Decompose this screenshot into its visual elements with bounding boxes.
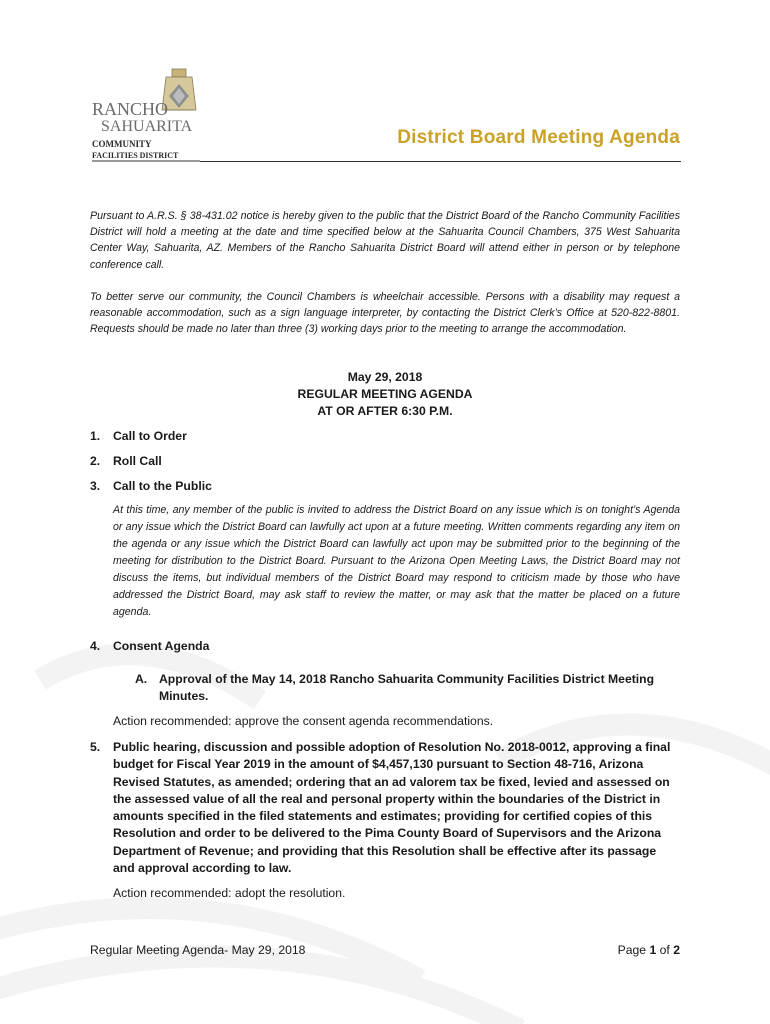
agenda-item-5 bbox=[90, 739, 680, 877]
page-of: of bbox=[659, 943, 670, 957]
agenda-item-number: 2. bbox=[90, 454, 101, 468]
footer-title: Regular Meeting Agenda- May 29, 2018 bbox=[90, 943, 306, 957]
agenda-item-label: Public hearing, discussion and possible adoption of Resolution No. 2018-0012, approving a final budget for Fiscal Year 2019 in the amount of $4,457,130 pursuant to Section 48-716, Arizona Revised Statutes, as amended; ordering that an ad valorem tax be fixed, levied and assessed on the assessed value of all the real and personal property within the boundaries of the District in amounts specified in the filed statements and estimates; providing for certified copies of this Resolution and order to be delivered to the Pima County Board of Supervisors and the Arizona Department of Revenue; and providing that this Resolution shall be effective after its passage and approval according to law. bbox=[113, 740, 671, 876]
agenda-item-2 bbox=[90, 453, 162, 470]
header-rule bbox=[200, 161, 681, 162]
rancho-sahuarita-logo bbox=[88, 60, 203, 164]
page-current: 1 bbox=[649, 943, 657, 957]
agenda-item-label: Call to Order bbox=[113, 429, 187, 443]
page-total: 2 bbox=[673, 943, 680, 957]
agenda-item-label: Consent Agenda bbox=[113, 639, 210, 653]
consent-action-recommended: Action recommended: approve the consent agenda recommendations. bbox=[113, 714, 494, 728]
agenda-item-number: 4. bbox=[90, 639, 101, 653]
logo-text-rancho: RANCHO bbox=[92, 99, 169, 119]
consent-item-letter: A. bbox=[135, 672, 148, 686]
agenda-item-number: 1. bbox=[90, 429, 101, 443]
logo-text-sahuarita: SAHUARITA bbox=[101, 118, 193, 135]
agenda-item-number: 5. bbox=[90, 740, 101, 754]
notice-paragraph-2: To better serve our community, the Council Chambers is wheelchair accessible. Persons with a disability may request a reasonable accommodation, such as a sign language interpreter, by contacting the District Clerk’s Office at 520-822-8801. Requests should be made no later than three (3) working days prior to the meeting to arrange the accommodation. bbox=[90, 291, 680, 336]
agenda-item-label: Call to the Public bbox=[113, 479, 212, 493]
consent-item-label: Approval of the May 14, 2018 Rancho Sahuarita Community Facilities District Meeting Minutes. bbox=[159, 672, 655, 703]
call-to-public-text: At this time, any member of the public is invited to address the District Board on any issue which is on tonight’s Agenda or any issue which the District Board can lawfully act upon at a future meeting. Written comments regarding any item on the agenda or any issue which the District Board can lawfully act upon may be submitted prior to the beginning of the meeting for distribution to the District Board. Pursuant to the Arizona Open Meeting Laws, the District Board may not discuss the items, but individual members of the District Board may respond to criticism made by those who have addressed the District Board, may ask staff to review the matter, or may ask that the matter be placed on a future agenda. bbox=[113, 504, 680, 618]
meeting-date: May 29, 2018 bbox=[347, 370, 423, 384]
logo-text-facilities: FACILITIES DISTRICT bbox=[92, 151, 179, 160]
meeting-time: AT OR AFTER 6:30 P.M. bbox=[317, 404, 453, 418]
agenda-item-number: 3. bbox=[90, 479, 101, 493]
page-number bbox=[618, 943, 680, 957]
agenda-item-1 bbox=[90, 428, 187, 445]
agenda-item-3 bbox=[90, 478, 212, 495]
page-title: District Board Meeting Agenda bbox=[397, 127, 680, 148]
meeting-type: REGULAR MEETING AGENDA bbox=[297, 387, 473, 401]
agenda-item-label: Roll Call bbox=[113, 454, 162, 468]
page-word: Page bbox=[617, 943, 647, 957]
logo-text-community: COMMUNITY bbox=[92, 139, 152, 149]
resolution-action-recommended: Action recommended: adopt the resolution. bbox=[113, 886, 346, 900]
agenda-item-4 bbox=[90, 638, 209, 655]
notice-paragraph-1: Pursuant to A.R.S. § 38-431.02 notice is hereby given to the public that the District Board of the Rancho Community Facilities District will hold a meeting at the date and time specified below at the Sahuarita Council Chambers, 375 West Sahuarita Center Way, Sahuarita, AZ. Members of the Rancho Sahuarita District Board will attend either in person or by telephone conference call. bbox=[90, 210, 680, 271]
consent-item-a bbox=[135, 671, 680, 705]
